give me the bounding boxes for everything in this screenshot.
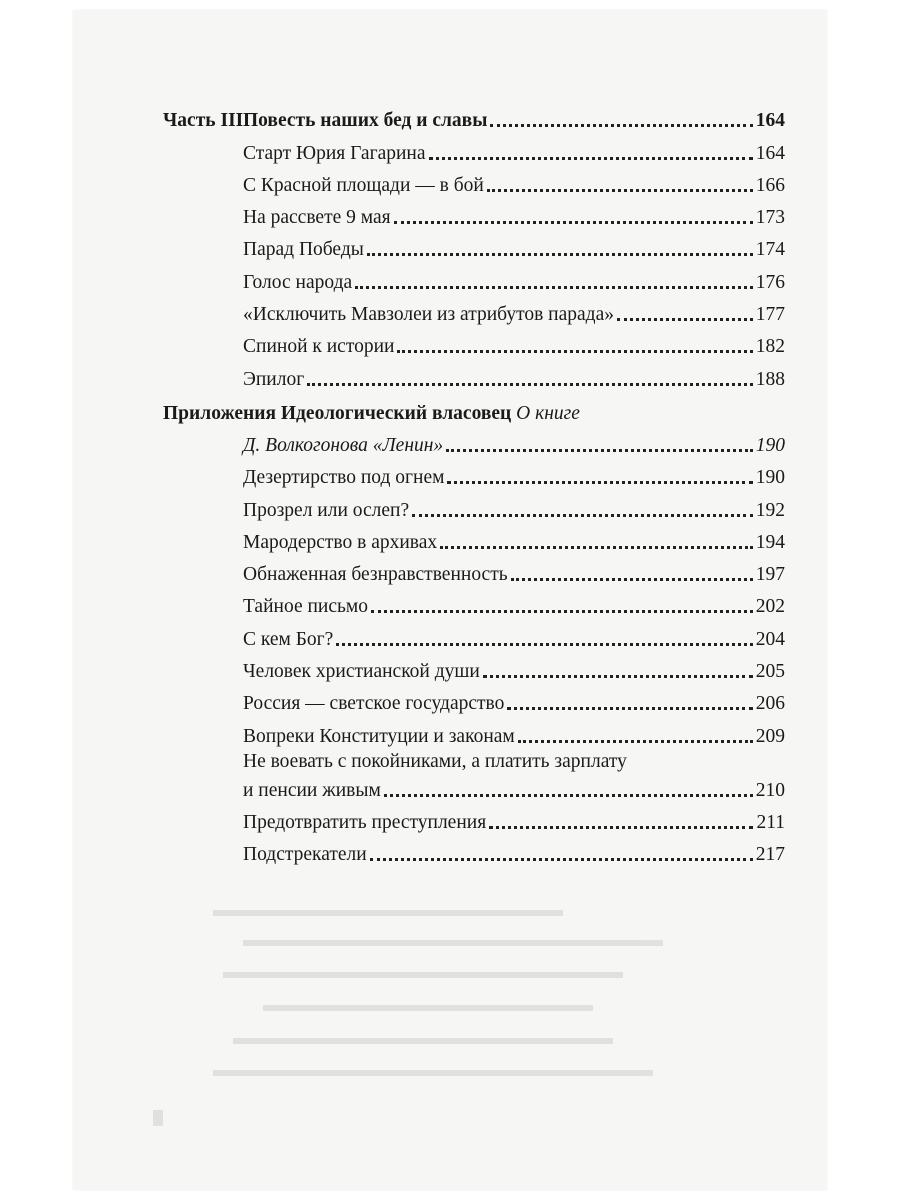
toc-entry-label: Эпилог xyxy=(243,368,305,390)
toc-entry-label: Спиной к истории xyxy=(243,336,395,358)
toc-entry xyxy=(163,197,785,229)
toc-appendix-heading: Приложения Идеологический власовец О книге xyxy=(163,402,580,424)
leader-dots xyxy=(384,794,753,797)
leader-dots xyxy=(489,826,753,829)
toc-entry xyxy=(163,586,785,618)
part-title: Повесть наших бед и славы xyxy=(243,110,488,132)
table-of-contents xyxy=(163,100,785,866)
leader-dots xyxy=(397,350,752,353)
toc-entry xyxy=(163,715,785,747)
toc-entry-page: 204 xyxy=(755,628,785,650)
toc-entry xyxy=(163,522,785,554)
toc-entry-label: «Исключить Мавзолеи из атрибутов парада» xyxy=(243,304,614,326)
toc-part-3 xyxy=(163,100,785,132)
toc-entry-label: Тайное письмо xyxy=(243,596,368,618)
toc-entry-label: Голос народа xyxy=(243,271,353,293)
toc-entry xyxy=(163,554,785,586)
leader-dots xyxy=(490,124,752,127)
toc-entry-page: 166 xyxy=(755,174,785,196)
toc-entry-page: 217 xyxy=(755,844,785,866)
toc-entry-wrapped: Не воевать с покойниками, а платить зарплату и пенсии живым 210 xyxy=(243,750,785,801)
toc-entry xyxy=(163,683,785,715)
toc-entry-page: 182 xyxy=(755,336,785,358)
leader-dots xyxy=(507,707,752,710)
toc-entry-label: Человек христианской души xyxy=(243,661,480,683)
leader-dots xyxy=(511,578,753,581)
leader-dots xyxy=(447,481,752,484)
leader-dots xyxy=(336,643,752,646)
toc-entry xyxy=(163,457,785,489)
toc-entry xyxy=(163,229,785,261)
toc-entry-page: 197 xyxy=(755,564,785,586)
toc-entry-page: 173 xyxy=(755,207,785,229)
leader-dots xyxy=(355,286,753,289)
toc-entry-label: Парад Победы xyxy=(243,239,364,261)
toc-entry-page: 211 xyxy=(756,811,785,833)
leader-dots xyxy=(518,740,753,743)
leader-dots xyxy=(371,610,753,613)
toc-entry-page: 190 xyxy=(755,467,785,489)
toc-entry-label: Дезертирство под огнем xyxy=(243,467,445,489)
toc-entry xyxy=(163,261,785,293)
toc-entry-label: Старт Юрия Гагарина xyxy=(243,142,426,164)
toc-entry xyxy=(163,489,785,521)
part-page: 164 xyxy=(755,110,785,132)
leader-dots xyxy=(307,383,753,386)
leader-dots xyxy=(394,221,753,224)
toc-entry-label: Вопреки Конституции и законам xyxy=(243,725,515,747)
toc-entry-label: Обнаженная безнравственность xyxy=(243,564,508,586)
toc-entry xyxy=(163,165,785,197)
leader-dots xyxy=(370,858,753,861)
toc-entry-page: 202 xyxy=(755,596,785,618)
toc-entry-page: 177 xyxy=(755,304,785,326)
toc-entry-page: 188 xyxy=(755,368,785,390)
toc-entry-label: С Красной площади — в бой xyxy=(243,174,484,196)
toc-entry-page: 192 xyxy=(755,499,785,521)
toc-entry-label: На рассвете 9 мая xyxy=(243,207,391,229)
leader-dots xyxy=(446,449,753,452)
toc-entry-page: 164 xyxy=(755,142,785,164)
toc-entry-page: 174 xyxy=(755,239,785,261)
toc-entry-page: 205 xyxy=(755,661,785,683)
toc-entry-label: Предотвратить преступления xyxy=(243,811,487,833)
leader-dots xyxy=(367,253,753,256)
toc-entry: Д. Волкогонова «Ленин» 190 xyxy=(243,434,785,456)
toc-entry xyxy=(163,834,785,866)
toc-entry-page: 194 xyxy=(755,531,785,553)
toc-entry xyxy=(163,802,785,834)
toc-entry-label: Россия — светское государство xyxy=(243,693,505,715)
leader-dots xyxy=(487,189,753,192)
toc-entry xyxy=(163,651,785,683)
toc-entry xyxy=(163,326,785,358)
toc-entry-page: 209 xyxy=(755,725,785,747)
toc-entry xyxy=(163,132,785,164)
toc-entry xyxy=(163,618,785,650)
part-prefix: Часть III xyxy=(163,110,244,132)
toc-entry-page: 206 xyxy=(755,693,785,715)
leader-dots xyxy=(429,157,753,160)
toc-entry-label: С кем Бог? xyxy=(243,628,334,650)
leader-dots xyxy=(617,318,753,321)
leader-dots xyxy=(440,546,753,549)
leader-dots xyxy=(412,514,753,517)
toc-entry-page: 176 xyxy=(755,271,785,293)
toc-entry xyxy=(163,294,785,326)
toc-entry-label: Прозрел или ослеп? xyxy=(243,499,410,521)
toc-entry-label: Мародерство в архивах xyxy=(243,531,438,553)
leader-dots xyxy=(483,675,753,678)
toc-entry xyxy=(163,358,785,390)
book-page xyxy=(73,10,827,1190)
toc-entry-label: Подстрекатели xyxy=(243,844,367,866)
